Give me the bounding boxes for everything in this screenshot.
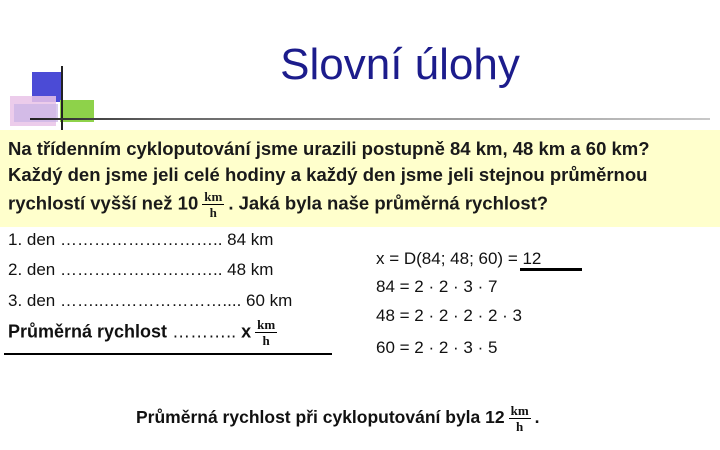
- result-unit-numerator: km: [510, 403, 529, 418]
- average-speed-row: [8, 318, 281, 347]
- day-3-row: 3. den ……..………………….... 60 km: [8, 291, 293, 310]
- unit-denominator: h: [209, 205, 217, 220]
- result-unit-fraction: [509, 404, 531, 433]
- task-line-3-end: . Jaká byla naše průměrná rychlost?: [228, 192, 549, 214]
- slide-title: Slovní úlohy: [280, 40, 520, 89]
- result-sentence: [136, 404, 540, 433]
- day-2-row: 2. den ……………………….. 48 km: [8, 260, 274, 279]
- task-line-1: Na třídenním cykloputování jsme urazili postupně 84 km, 48 km a 60 km?: [8, 138, 650, 159]
- gcd-equation: x = D(84; 48; 60) = 12: [376, 249, 542, 268]
- average-speed-variable: x: [241, 321, 252, 342]
- factorization-60: 60 = 2 · 2 · 3 · 5: [376, 338, 498, 357]
- unit-numerator: km: [204, 189, 223, 204]
- factorization-48: 48 = 2 · 2 · 2 · 2 · 3: [376, 306, 522, 325]
- task-line-3-start: rychlostí vyšší než 10: [8, 192, 199, 214]
- average-speed-label: Průměrná rychlost: [8, 321, 168, 342]
- task-line-3: [8, 190, 548, 219]
- result-end: .: [534, 407, 540, 428]
- task-box: [0, 130, 720, 227]
- factorization-84: 84 = 2 · 2 · 3 · 7: [376, 277, 498, 296]
- average-unit-denominator: h: [262, 333, 270, 348]
- task-line-2: Každý den jsme jeli celé hodiny a každý den jsme jeli stejnou průměrnou: [8, 164, 648, 185]
- gcd-result-underline: [520, 268, 582, 271]
- average-speed-dots: ………..: [167, 321, 242, 342]
- average-unit-fraction: [255, 318, 277, 347]
- average-unit-numerator: km: [257, 317, 276, 332]
- left-underline: [4, 353, 332, 355]
- day-1-row: 1. den ……………………….. 84 km: [8, 230, 274, 249]
- title-divider-line: [30, 118, 710, 120]
- result-unit-denominator: h: [516, 419, 524, 434]
- result-text: Průměrná rychlost při cykloputování byla 12: [136, 407, 505, 428]
- unit-fraction: [202, 190, 224, 219]
